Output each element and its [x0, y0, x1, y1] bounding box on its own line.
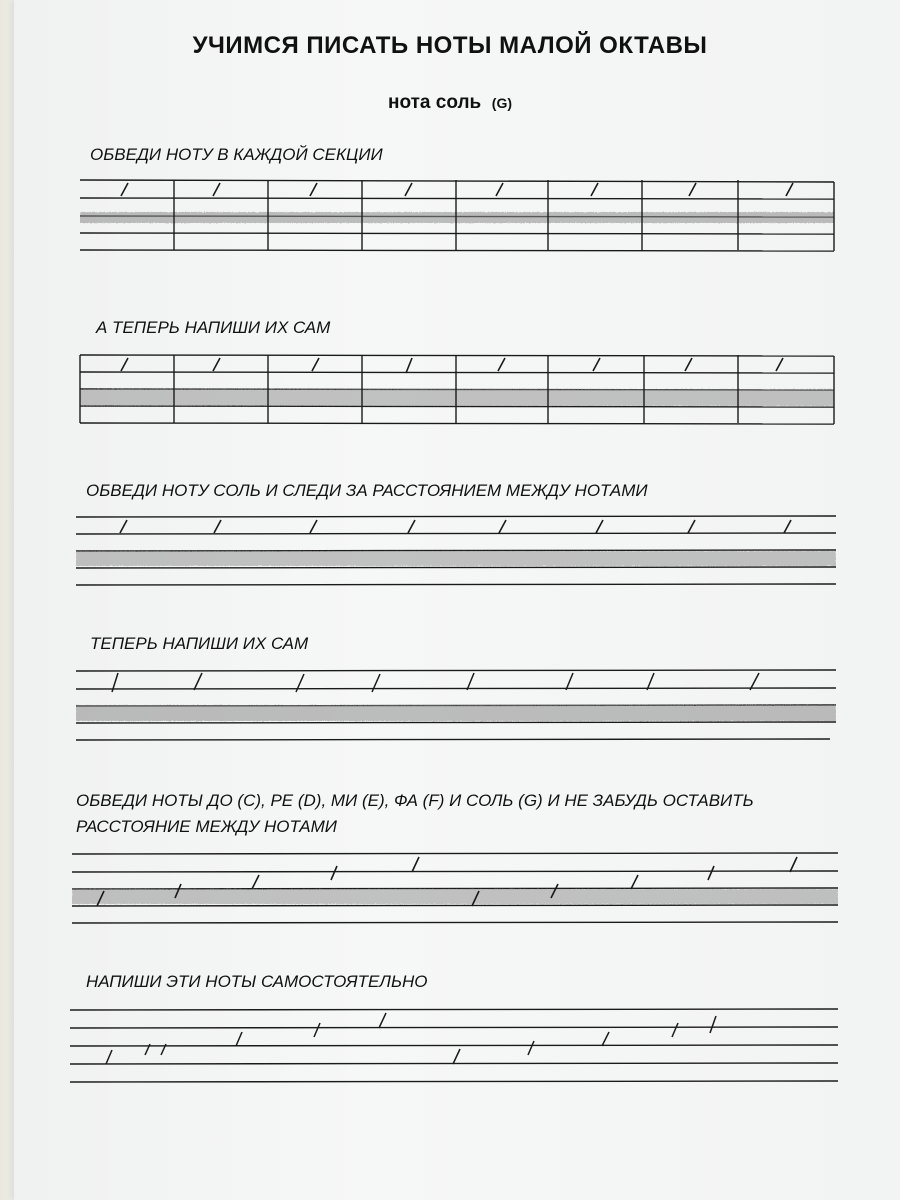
- staff-open-write-sol: [76, 670, 836, 740]
- instruction-trace-note-in-each-section: ОБВЕДИ НОТУ В КАЖДОЙ СЕКЦИИ: [90, 145, 383, 164]
- subtitle-letter: (G): [491, 95, 512, 111]
- staff-open-write-cdefg: [70, 1009, 838, 1082]
- staff-boxed-write: [80, 355, 834, 424]
- staff-open-trace-cdefg: [72, 853, 838, 923]
- note-strokes-s3: [120, 520, 791, 533]
- pencil-shading: [72, 889, 838, 904]
- subtitle-main: нота соль: [388, 92, 482, 113]
- instruction-trace-sol-watch-spacing: ОБВЕДИ НОТУ СОЛЬ И СЛЕДИ ЗА РАССТОЯНИЕМ МЕЖДУ НОТАМИ: [86, 481, 648, 500]
- instruction-now-write-them: ТЕПЕРЬ НАПИШИ ИХ САМ: [90, 634, 309, 653]
- pencil-shading: [76, 551, 836, 566]
- note-strokes-s2: [121, 358, 783, 373]
- page-title: УЧИМСЯ ПИСАТЬ НОТЫ МАЛОЙ ОКТАВЫ: [192, 32, 708, 59]
- staff-boxed-trace: [80, 180, 834, 251]
- pencil-shading: [80, 212, 834, 223]
- pencil-shading: [80, 389, 834, 406]
- staff-open-trace-sol: [76, 516, 836, 585]
- note-strokes-s6: [106, 1013, 716, 1064]
- instruction-write-notes-independently: НАПИШИ ЭТИ НОТЫ САМОСТОЯТЕЛЬНО: [86, 972, 428, 991]
- instruction-trace-c-d-e-f-g-line1: ОБВЕДИ НОТЫ ДО (C), РЕ (D), МИ (E), ФА (F) И СОЛЬ (G) И НЕ ЗАБУДЬ ОСТАВИТЬ: [76, 791, 754, 810]
- note-strokes-s1: [121, 183, 793, 196]
- instruction-now-write-them-yourself: А ТЕПЕРЬ НАПИШИ ИХ САМ: [96, 318, 331, 337]
- instruction-trace-c-d-e-f-g-line2: РАССТОЯНИЕ МЕЖДУ НОТАМИ: [76, 817, 337, 836]
- pencil-shading: [76, 705, 836, 721]
